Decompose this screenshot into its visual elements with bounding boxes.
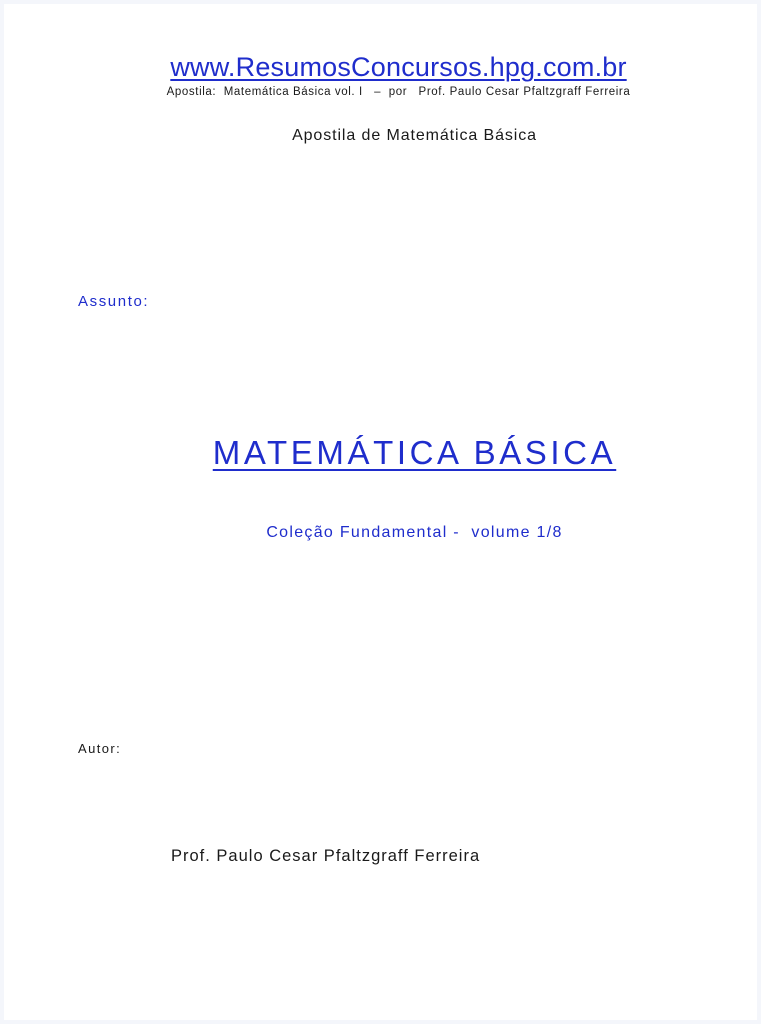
author-label: Autor: bbox=[78, 741, 122, 756]
main-title: MATEMÁTICA BÁSICA bbox=[212, 434, 617, 471]
site-url-link[interactable]: www.ResumosConcursos.hpg.com.br bbox=[170, 52, 627, 82]
collection-subtitle: Coleção Fundamental - volume 1/8 bbox=[266, 524, 563, 541]
running-header: Apostila: Matemática Básica vol. I – por Prof. Paulo Cesar Pfaltzgraff Ferreira bbox=[166, 86, 631, 98]
document-title: Apostila de Matemática Básica bbox=[292, 127, 537, 144]
subject-label: Assunto: bbox=[78, 293, 150, 310]
author-name: Prof. Paulo Cesar Pfaltzgraff Ferreira bbox=[171, 847, 481, 865]
document-page bbox=[4, 4, 757, 1020]
